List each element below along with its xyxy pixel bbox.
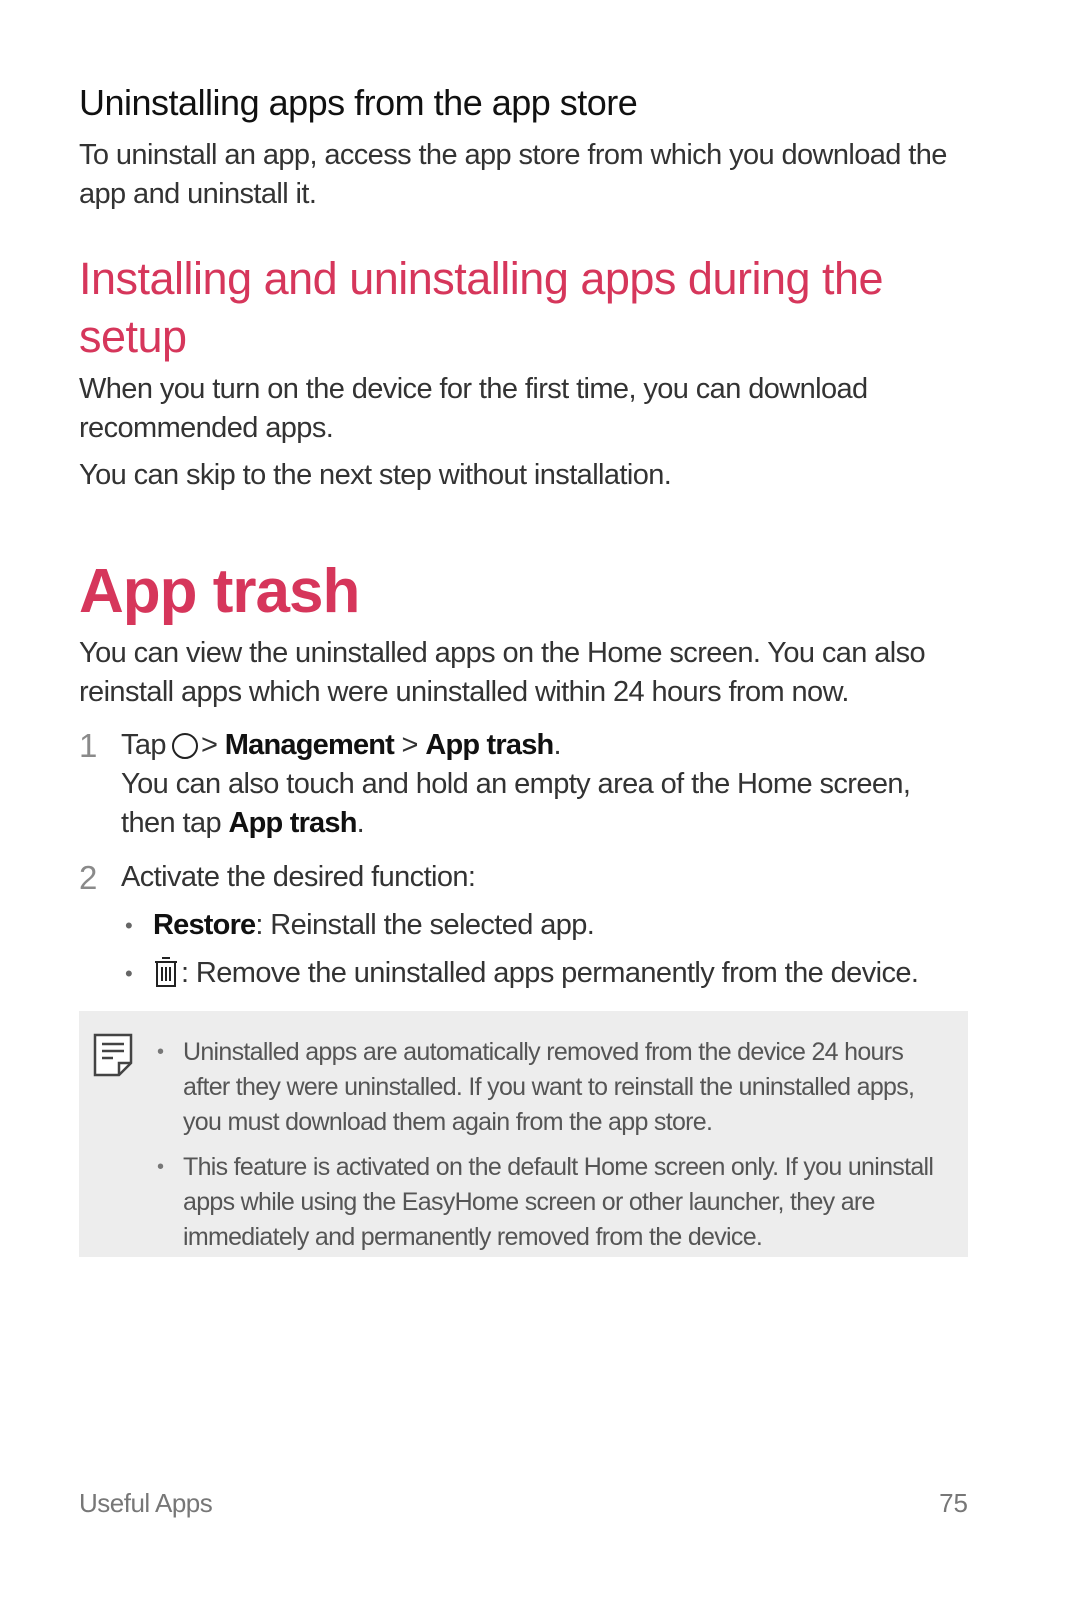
paragraph-app-trash-intro: You can view the uninstalled apps on the Home screen. You can also reinstall apps which were uninstalled within 24 hours from now. (79, 637, 926, 708)
step-1-alternative: You can also touch and hold an empty area of the Home screen, then tap App trash. (121, 768, 911, 839)
menu-app-trash: App trash (425, 729, 554, 761)
note-box (79, 1011, 968, 1257)
step-2-instruction: Activate the desired function: (121, 861, 476, 893)
heading-app-trash: App trash (79, 557, 360, 626)
list-item-restore: • Restore: Reinstall the selected app. (125, 909, 595, 941)
trash-icon (153, 956, 179, 999)
note-item-auto-removal: • Uninstalled apps are automatically removed from the device 24 hours after they were uninstalled. If you want to reinstall the uninstalled apps, you must download them again from the app store. (157, 1038, 915, 1136)
step-number: 1 (79, 727, 98, 764)
paragraph-setup-download: When you turn on the device for the first time, you can download recommended apps. (79, 373, 868, 444)
restore-label: Restore (153, 909, 256, 941)
page-number: 75 (939, 1488, 968, 1518)
step-number: 2 (79, 859, 98, 896)
footer-section-name: Useful Apps (79, 1488, 213, 1518)
note-icon (93, 1033, 133, 1082)
heading-uninstall-app-store: Uninstalling apps from the app store (79, 82, 638, 123)
heading-install-during-setup: Installing and uninstalling apps during the setup (79, 253, 884, 362)
function-list (121, 906, 961, 1008)
paragraph-uninstall-app-store: To uninstall an app, access the app store from which you download the app and uninstall it. (79, 139, 947, 210)
menu-app-trash-alt: App trash (228, 807, 357, 839)
step-1-instruction: Tap > Management > App trash. (121, 729, 561, 761)
paragraph-setup-skip: You can skip to the next step without installation. (79, 459, 672, 491)
note-list (157, 1035, 947, 1265)
circle-home-icon (172, 733, 198, 759)
list-item-delete: • : Remove the uninstalled apps permanently from the device. (121, 954, 961, 999)
menu-management: Management (224, 729, 395, 761)
note-item-default-home: • This feature is activated on the default Home screen only. If you uninstall apps while using the EasyHome screen or other launcher, they are immediately and permanently removed from the device. (157, 1153, 934, 1251)
